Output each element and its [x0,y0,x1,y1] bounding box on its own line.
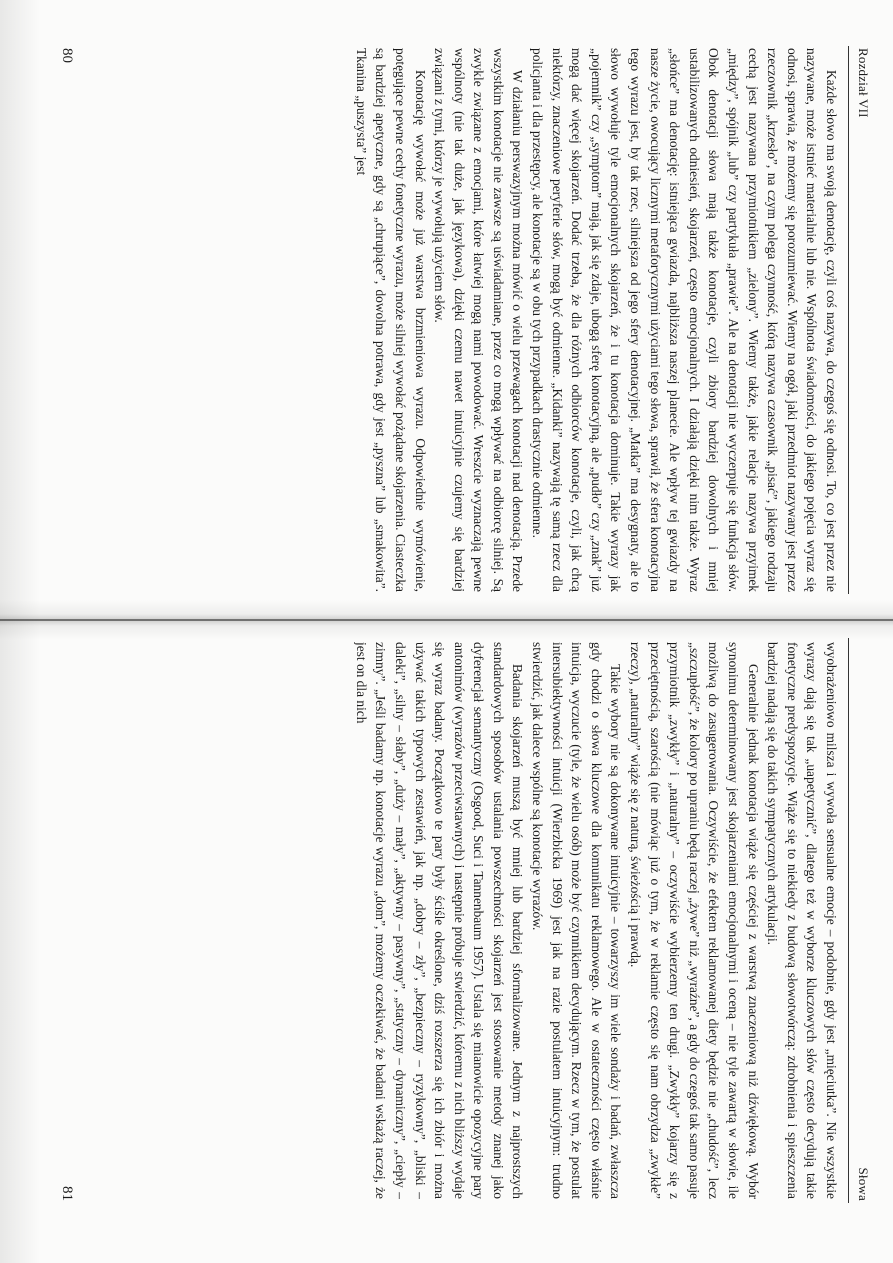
right-paragraph: Generalnie jednak konotacja wiąże się częściej z warstwą znaczeniową niż dźwiękową. Wybór synonimu determinowany jest skojarzeniami emocjonalnymi i oceną – nie tyle zawartą w słowie, ile możliwą do zasugerowania. Oczywiście, że efektem reklamowanej diety będzie nie „chudość”, lecz „szczupłość”, że kolory po upraniu będą raczej „żywe” niż „wyraźne”, a gdy do czegoś tak samo pasuje przymiotnik „zwykły” i „naturalny” – oczywiście wybierzemy ten drugi. „Zwykły” kojarzy się z przeciętnością, szarością (nie mówiąc już o tym, że w reklamie często się nam obrzydza „zwykłe” rzeczy), „naturalny” wiąże się z naturą, świeżością i prawdą. [628,642,761,1199]
left-page-number: 80 [59,48,75,63]
left-body-text [92,48,841,592]
left-paragraph: Każde słowo ma swoją denotację, czyli coś nazywa, do czegoś się odnosi. To, co jest przez nie nazywane, może istnieć materialnie lub nie. Wspólnota świadomości, do jakiego pojęcia wyraz się odnosi, sprawia, że możemy się porozumiewać. Wiemy na ogół, jaki przedmiot nazywany jest przez rzeczownik „krzesło”, na czym polega czynność, którą nazywa czasownik „pisać”, jakiego rodzaju cechą jest nazywana przymiotnikiem „zielony”. Wiemy także, jakie relacje nazywa przyimek „między”, spójnik „lub” czy partykuła „prawie”. Ale na denotacji nie wyczerpuje się funkcja słów. Obok denotacji słowa mają także konotacje, czyli zbiory bardziej dowolnych i mniej ustabilizowanych odniesień, skojarzeń, często emocjonalnych. I działają dzięki nim także. Wyraz „słońce” ma denotację: istniejąca gwiazda, najbliższa naszej planecie. Ale wpływ tej gwiazdy na nasze życie, owocujący licznymi metaforycznymi użyciami tego słowa, sprawił, że sfera konotacyjna tego wyrazu jest, by tak rzec, silniejsza od jego sfery denotacyjnej. „Matka” ma desygnaty, ale to słowo wywołuje tyle emocjonalnych skojarzeń, że i tu konotacja dominuje. Takie wyrazy jak „pojemnik” czy „symptom” mają, jak się zdaje, ubogą sferę konotacyjną, ale „pudło” czy „znak” już mogą dać więcej skojarzeń. Dodać trzeba, że dla różnych odbiorców konotacje, czyli, jak chcą niektórzy, znaczeniowe peryferie słów, mogą być odmienne. „Kidanki” nazywają tę samą rzecz dla policjanta i dla przestępcy, ale konotacje są w obu tych przypadkach drastycznie odmienne. [530,48,839,592]
page-edge-shadow [0,0,40,1263]
left-paragraph: Konotację wywołać może już warstwa brzmieniowa wyrazu. Odpowiednie wymówienie, potęgujące pewne cechy fonetyczne wyrazu, może silniej wywołać pożądane skojarzenia. Ciasteczka są bardziej apetyczne, gdy są „chrupiące”, dowolna potrawa, gdy jest „pyszna” lub „smakowita”. Tkanina „puszysta” jest [353,48,428,592]
left-running-head: Rozdział VII [856,48,871,118]
left-page [0,0,893,620]
right-paragraph: wyobrażeniowo milsza i wywoła sensualne emocje – podobnie, gdy jest „mięciutka”. Nie wszystkie wyrazy dają się tak „uapetycznić”, dlatego też w wyborze kluczowych słów często decydują takie fonetyczne predyspozycje. Wiąże się to niekiedy z budową słowotwórczą: zdrobnienia i spieszczenia bardziej nadają się do takich sympatycznych artykulacji. [765,642,839,1199]
right-paragraph: Takie wybory nie są dokonywane intuicyjnie – towarzyszy im wiele sondaży i badań, zwłaszcza gdy chodzi o słowa kluczowe dla komunikatu reklamowego. Ale w ostateczności często właśnie intuicja, wyczucie (tyle, że wielu osób) może być czynnikiem decydującym. Rzecz w tym, że postulat intersubiektywności intuicji (Wierzbicka 1969) jest jak na razie postulatem intuicyjnym: trudno stwierdzić, jak dalece wspólne są konotacje wyrazów. [530,642,624,1199]
left-paragraph: W działaniu perswazyjnym można mówić o wielu przewagach konotacji nad denotacją. Przede wszystkim konotacje nie zawsze są uświadamiane, przez co mogą wpływać na odbiorcę silniej. Są zwykle związane z emocjami, które łatwiej mogą nami powodować. Wreszcie wyznaczają pewne wspólnoty (nie tak duże, jak językowa), dzięki czemu nawet intuicyjnie czujemy się bardziej związani z tymi, którzy je wywołują użyciem słów. [432,48,526,592]
right-paragraph: Badania skojarzeń muszą być mniej lub bardziej sformalizowane. Jednym z najprostszych standardowych sposobów ustalania powszechności skojarzeń jest stosowanie metody znanej jako dyferencjał semantyczny (Osgood, Suci i Tannenbaum 1957). Ustala się mianowicie opozycyjne pary antonimów (wyrazów przeciwstawnych) i następnie próbuje stwierdzić, któremu z nich bliższy wydaje się wyraz badany. Początkowo te pary były ściśle określone, dziś rozszerza się ich zbiór i można używać takich typowych zestawień, jak np. „dobry – zły”, „bezpieczny – ryzykowny”, „bliski – daleki”, „silny – słaby”, „duży – mały”, „aktywny – pasywny”, „statyczny – dynamiczny”, „ciepły – zimny”. „Jeśli badamy np. konotacje wyrazu „dom”, możemy oczekiwać, że badani wskażą raczej, że jest on dla nich [353,642,526,1199]
left-head-rule [848,46,849,594]
right-page [0,620,893,1263]
right-page-number: 81 [59,1186,75,1201]
right-running-head: Słowa [856,1167,871,1201]
right-head-rule [848,638,849,1203]
right-body-text [92,642,841,1199]
